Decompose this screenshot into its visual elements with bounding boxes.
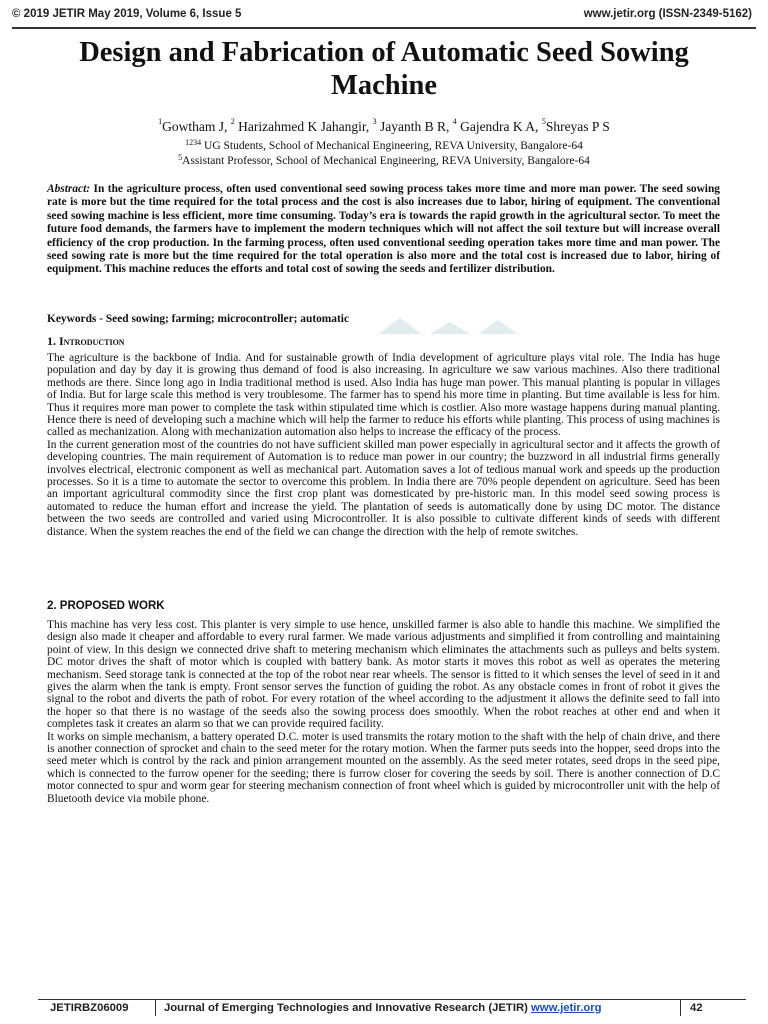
footer-divider <box>38 999 746 1000</box>
author-name: Gajendra K A, <box>456 119 542 134</box>
paragraph: It works on simple mechanism, a battery operated D.C. moter is used transmits the rotary motion to the shaft with the help of chain drive, and there is another connection of sprocket and chain to the seed meter for the rotary motion. When the farmer puts seeds into the hopper, seed drops into the seed meter which is control by the rack and pinion arrangement mounted on the assembly. As the seed meter rotates, seed drops in the seed pipe, which is connected to the furrow opener for the seeding; there is furrow closer for covering the seeds by soil. There is another connection of D.C motor connected to spur and worm gear for steering mechanism connection of front wheel which is guided by microcontroller unit with the help of Bluetooth device via mobile phone. <box>47 730 720 805</box>
author-superscript: 5 <box>541 117 546 126</box>
section-title: Introduction <box>59 334 125 348</box>
journal-issue-info: © 2019 JETIR May 2019, Volume 6, Issue 5 <box>12 8 242 20</box>
author-superscript: 1 <box>158 117 163 126</box>
author-name: Gowtham J, <box>162 119 231 134</box>
paragraph: The agriculture is the backbone of India. And for sustainable growth of India development of agriculture plays vital role. The India has huge population and day by day it is growing thus demand of food is also increasing. In agriculture we saw various machines. Also there traditional methods are there. Since long ago in India traditional method is used. Also India has huge man power. This manual planting is popular in villages of India. But for large scale this method is very troublesome. The farmer has to spend his more time in planting. But time available is less for him. Thus it requires more man power to complete the task within stipulated time which is costlier. Also more wastage happens during manual planting. Hence there is need of developing such a machine which will help the farmer to reduce his efforts while planting. This process of using machines is called as mechanization. Along with mechanization automation also helps to increase the efficacy of the process. <box>47 352 720 439</box>
journal-site-issn: www.jetir.org (ISSN-2349-5162) <box>583 8 752 20</box>
author-list <box>0 119 768 135</box>
affiliation-text: UG Students, School of Mechanical Engineering, REVA University, Bangalore-64 <box>201 140 583 152</box>
jetir-watermark-logo <box>370 312 530 336</box>
page-number: 42 <box>690 1002 703 1014</box>
affiliation-superscript: 5 <box>178 153 183 162</box>
proposed-work-body <box>47 619 720 805</box>
affiliation-superscript: 1234 <box>185 138 202 147</box>
keywords: Keywords - Seed sowing; farming; microcontroller; automatic <box>47 313 350 325</box>
section-heading-introduction <box>47 334 125 349</box>
author-name: Shreyas P S <box>545 119 610 134</box>
section-heading-proposed-work: 2. PROPOSED WORK <box>47 600 165 612</box>
author-superscript: 2 <box>230 117 235 126</box>
section-number: 1. <box>47 334 59 348</box>
footer-separator <box>680 999 681 1016</box>
footer-separator <box>155 999 156 1016</box>
author-superscript: 3 <box>372 117 377 126</box>
paper-title: Design and Fabrication of Automatic Seed Sowing Machine <box>79 37 689 101</box>
abstract <box>47 183 720 277</box>
journal-link[interactable]: www.jetir.org <box>531 1002 602 1014</box>
affiliation-text: Assistant Professor, School of Mechanical Engineering, REVA University, Bangalore-64 <box>182 155 590 167</box>
introduction-body <box>47 352 720 538</box>
author-name: Harizahmed K Jahangir, <box>234 119 373 134</box>
paragraph: In the current generation most of the countries do not have sufficient skilled man power especially in agricultural sector and it affects the growth of developing countries. The main requirement of Automation is to reduce man power in our country; the buzzword in all industrial firms generally involves electrical, electronic component as well as mechanical part. Automation saves a lot of tedious manual work and speeds up the production processes. So it is a time to automate the sector to overcome this problem. In India there are 70% people dependent on agriculture. Seed has been an important agricultural commodity since the first crop plant was domesticated by pre-historic man. In this model seed sowing process is automated to reduce the human effort and increase the yield. The plantation of seeds is automatically done by using DC motor. The distance between the two seeds are controlled and varied using Microcontroller. It is also possible to cultivate different kinds of seeds with different distance. When the system reaches the end of the field we can change the direction with the help of remote switches. <box>47 438 720 538</box>
running-footer <box>40 1002 746 1018</box>
abstract-label: Abstract: <box>47 183 91 195</box>
journal-title: Journal of Emerging Technologies and Innovative Research (JETIR) <box>164 1002 532 1014</box>
author-name: Jayanth B R, <box>376 119 453 134</box>
abstract-text: In the agriculture process, often used conventional seed sowing process takes more time and more man power. The seed sowing rate is more but the time required for the total process and the cost is also increases due to labor, hiring of equipment. The conventional seed sowing machine is less efficient, more time consuming. Today’s era is towards the rapid growth in the agricultural sector. To meet the future food demands, the farmers have to implement the modern techniques which will not affect the soil texture but will increase overall efficiency of the crop production. In the farming process, often used conventional seeding operation takes more time and man power. The seed sowing rate is more but the time required for the total operation is also more and the total cost is increased due to labor, hiring of equipment. This machine reduces the efforts and total cost of sowing the seeds and fertilizer distribution. <box>47 183 720 276</box>
header-divider <box>12 27 756 29</box>
affiliation-professor <box>0 155 768 167</box>
author-superscript: 4 <box>452 117 457 126</box>
journal-name <box>164 1002 602 1014</box>
paragraph: This machine has very less cost. This planter is very simple to use hence, unskilled farmer is also able to handle this machine. We simplified the design also made it cheaper and affordable to every rural farmer. We made various adjustments and simplified it from controlling and maintaining point of view. In this design we connected drive shaft to metering mechanism which eliminates the attachments such as pulleys and belts system. DC motor drives the shaft of motor which is coupled with battery bank. As motor starts it moves this robot as well as operates the metering mechanism. Seed storage tank is connected at the top of the robot near rear wheels. The sensor is fitted to it which senses the level of seed in it and gives the alarm when the tank is empty. Front sensor serves the function of guiding the robot. As any obstacle comes in front of robot it gives the signal to the robot and diverts the path of robot. For every rotation of the wheel according to the adjustment it allows the definite seed to fall into the hoper so that there is no wastage of the seeds also the sowing process does smoothly. When the robot reaches at other end and when it completes task it creates an alarm so that we can provide required facility. <box>47 619 720 731</box>
running-header <box>12 6 756 26</box>
affiliation-students <box>0 140 768 152</box>
paper-id: JETIRBZ06009 <box>50 1002 129 1014</box>
